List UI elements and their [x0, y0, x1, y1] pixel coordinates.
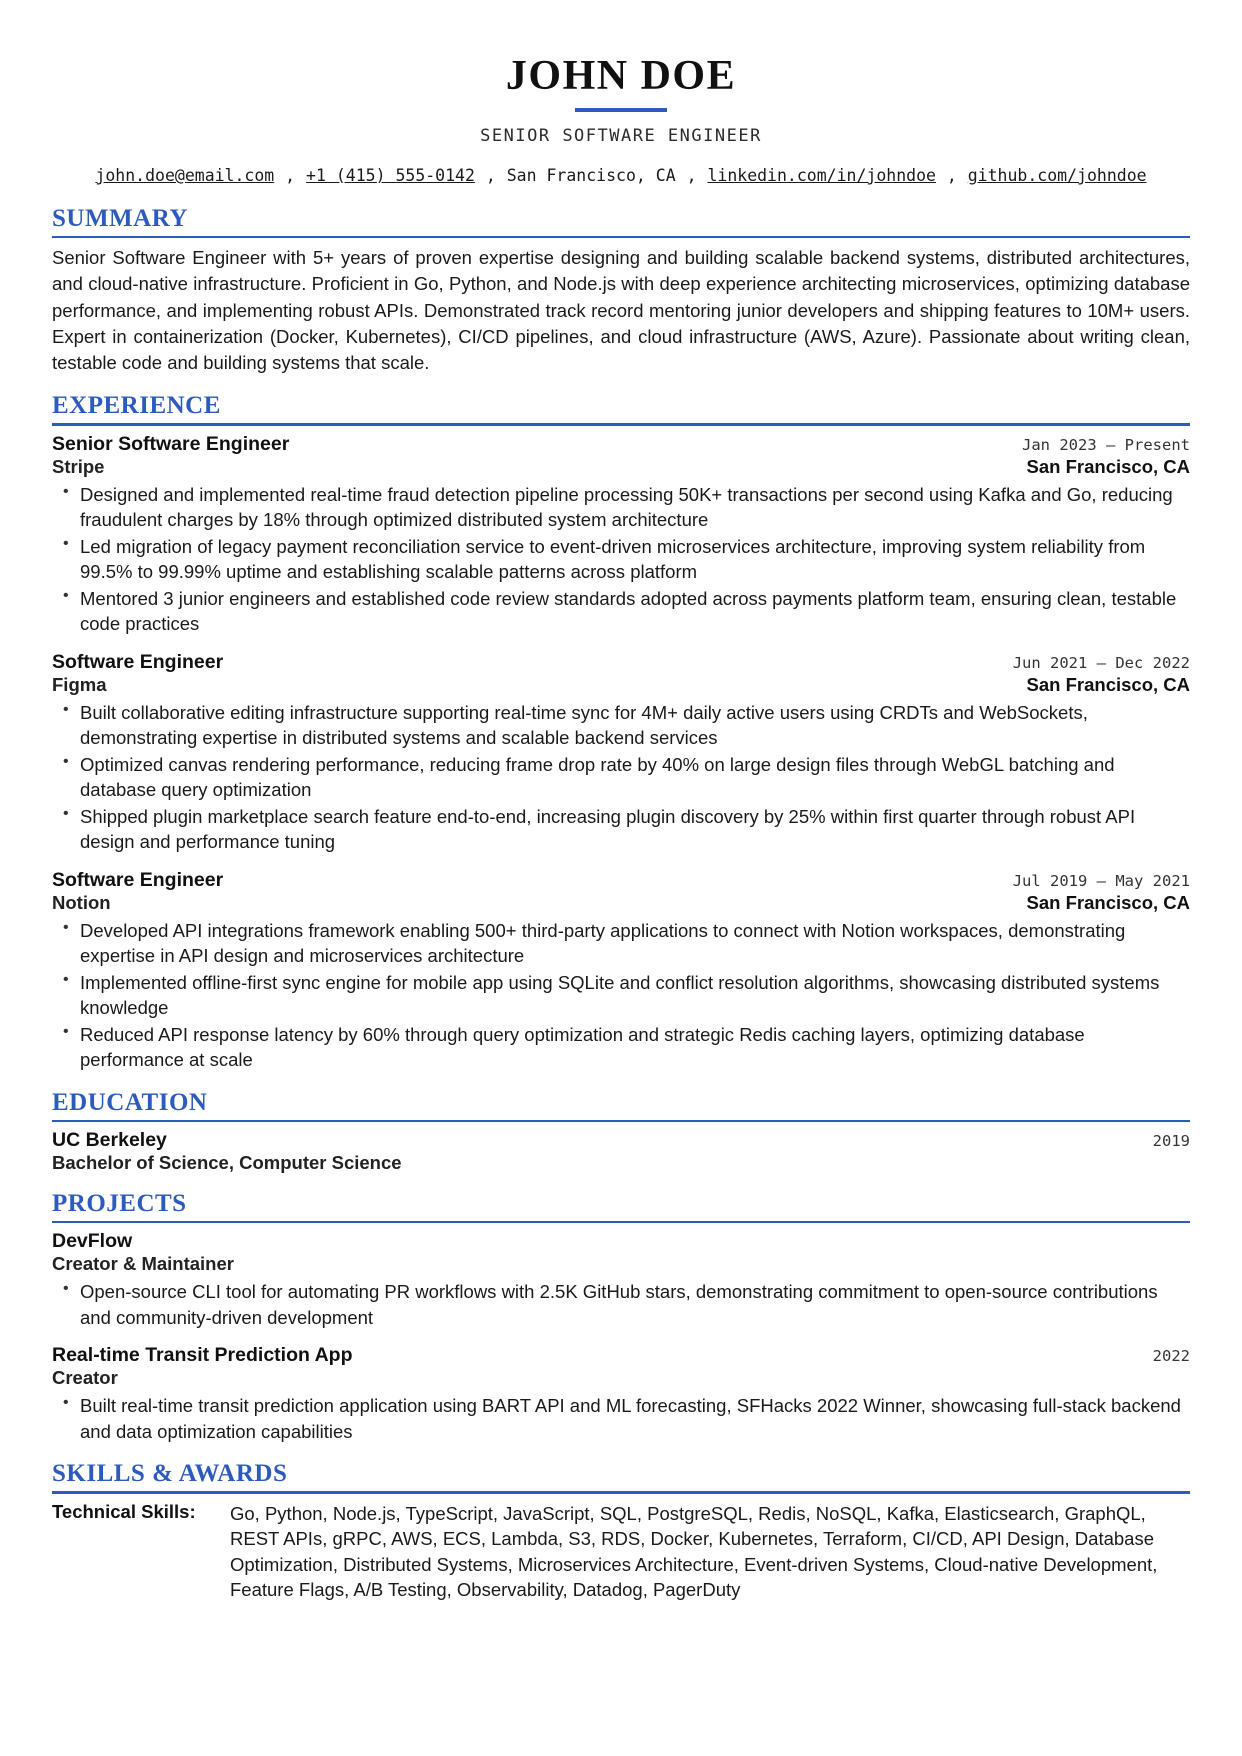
experience-bullets [52, 700, 1190, 855]
candidate-job-title: SENIOR SOFTWARE ENGINEER [480, 126, 762, 146]
bullet-item: • Mentored 3 junior engineers and established code review standards adopted across payments platform team, ensuring clean, testable code practices [52, 586, 1190, 637]
entry-company: Notion [52, 891, 111, 913]
resume-header [52, 52, 1190, 189]
bullet-item: • Built collaborative editing infrastructure supporting real-time sync for 4M+ daily active users using CRDTs and WebSockets, demonstrating expertise in distributed systems and scalable backend services [52, 700, 1190, 751]
entry-date: Jun 2021 – Dec 2022 [1012, 653, 1190, 672]
experience-bullets [52, 482, 1190, 637]
section-title-projects: PROJECTS [52, 1190, 187, 1218]
entry-company: Figma [52, 673, 107, 695]
contact-separator: , [936, 166, 967, 185]
skills-value: Go, Python, Node.js, TypeScript, JavaScript, SQL, PostgreSQL, Redis, NoSQL, Kafka, Elasticsearch, GraphQL, REST APIs, gRPC, AWS, ECS, Lambda, S3, RDS, Docker, Kubernetes, Terraform, CI/CD, API Design, Database Optimization, Distributed Systems, Microservices Architecture, Event-driven Systems, Cloud-native Development, Feature Flags, A/B Testing, Observability, Datadog, PagerDuty [230, 1502, 1158, 1601]
contact-separator: , [275, 166, 306, 185]
skills-list [52, 1501, 1190, 1603]
entry-row [52, 1344, 1190, 1367]
section-experience [52, 392, 1190, 1073]
project-date: 2022 [1152, 1347, 1190, 1366]
project-entry [52, 1230, 1190, 1330]
contact-item-4[interactable]: github.com/johndoe [967, 166, 1147, 185]
section-title-experience: EXPERIENCE [52, 392, 221, 420]
entry-job-title: Senior Software Engineer [52, 432, 290, 455]
contact-item-1[interactable]: +1 (415) 555-0142 [306, 166, 475, 185]
section-rule [52, 423, 1190, 426]
bullet-item: • Designed and implemented real-time fraud detection pipeline processing 50K+ transactions per second using Kafka and Go, reducing fraudulent charges by 18% through optimized distributed system architecture [52, 482, 1190, 533]
section-education [52, 1089, 1190, 1174]
entry-location: San Francisco, CA [1026, 891, 1190, 913]
projects-list [52, 1230, 1190, 1444]
experience-bullets [52, 918, 1190, 1073]
bullet-item: • Developed API integrations framework enabling 500+ third-party applications to connect with Notion workspaces, demonstrating expertise in API design and microservices architecture [52, 918, 1190, 969]
section-rule [52, 236, 1190, 239]
bullet-item: • Led migration of legacy payment reconciliation service to event-driven microservices architecture, improving system reliability from 99.5% to 99.99% uptime and establishing scalable patterns across platform [52, 534, 1190, 585]
section-title-education: EDUCATION [52, 1088, 208, 1116]
project-entry [52, 1344, 1190, 1444]
entry-job-title: Software Engineer [52, 650, 224, 673]
entry-row [52, 869, 1190, 892]
bullet-item: • Reduced API response latency by 60% through query optimization and strategic Redis caching layers, optimizing database performance at scale [52, 1022, 1190, 1073]
education-list [52, 1129, 1190, 1174]
entry-date: Jul 2019 – May 2021 [1012, 871, 1190, 890]
section-skills [52, 1460, 1190, 1602]
project-bullets [52, 1393, 1190, 1444]
education-school: UC Berkeley [52, 1129, 167, 1152]
experience-entry [52, 869, 1190, 1073]
skills-label: Technical Skills: [52, 1500, 196, 1522]
experience-list [52, 433, 1190, 1073]
entry-row [52, 674, 1190, 696]
contact-item-3[interactable]: linkedin.com/in/johndoe [707, 166, 936, 185]
contact-item-0[interactable]: john.doe@email.com [95, 166, 275, 185]
education-entry [52, 1129, 1190, 1174]
skills-row [52, 1501, 1190, 1603]
entry-row [52, 651, 1190, 674]
section-summary [52, 205, 1190, 377]
entry-date: Jan 2023 – Present [1022, 435, 1190, 454]
section-rule [52, 1221, 1190, 1224]
experience-entry [52, 651, 1190, 855]
bullet-item: • Built real-time transit prediction application using BART API and ML forecasting, SFHacks 2022 Winner, showcasing full-stack backend and data optimization capabilities [52, 1393, 1190, 1444]
project-bullets [52, 1279, 1190, 1330]
entry-company: Stripe [52, 455, 105, 477]
entry-job-title: Software Engineer [52, 868, 224, 891]
contact-line [52, 164, 1190, 189]
section-rule [52, 1491, 1190, 1494]
bullet-item: • Implemented offline-first sync engine for mobile app using SQLite and conflict resolution algorithms, showcasing distributed systems knowledge [52, 970, 1190, 1021]
entry-row [52, 1129, 1190, 1152]
contact-item-2: San Francisco, CA [506, 166, 676, 185]
summary-text: Senior Software Engineer with 5+ years of proven expertise designing and building scalable backend systems, distributed architectures, and cloud-native infrastructure. Proficient in Go, Python, and Node.js with deep experience architecting microservices, optimizing database performance, and implementing robust APIs. Demonstrated track record mentoring junior developers and shipping features to 10M+ users. Expert in containerization (Docker, Kubernetes), CI/CD pipelines, and cloud infrastructure (AWS, Azure). Passionate about writing clean, testable code and building systems that scale. [52, 247, 1190, 374]
entry-row [52, 1230, 1190, 1253]
experience-entry [52, 433, 1190, 637]
bullet-item: • Optimized canvas rendering performance, reducing frame drop rate by 40% on large design files through WebGL batching and database query optimization [52, 752, 1190, 803]
name-divider [575, 108, 667, 112]
contact-separator: , [475, 166, 506, 185]
candidate-name: JOHN DOE [505, 53, 737, 99]
project-role: Creator [52, 1367, 118, 1389]
section-projects [52, 1190, 1190, 1444]
entry-row [52, 892, 1190, 914]
contact-separator: , [676, 166, 707, 185]
section-title-skills: SKILLS & AWARDS [52, 1460, 288, 1488]
bullet-item: • Open-source CLI tool for automating PR workflows with 2.5K GitHub stars, demonstrating commitment to open-source contributions and community-driven development [52, 1279, 1190, 1330]
project-title: DevFlow [52, 1230, 133, 1253]
project-title: Real-time Transit Prediction App [52, 1344, 353, 1367]
project-role: Creator & Maintainer [52, 1253, 234, 1275]
entry-row [52, 456, 1190, 478]
entry-row [52, 433, 1190, 456]
entry-location: San Francisco, CA [1026, 673, 1190, 695]
section-title-summary: SUMMARY [52, 204, 188, 232]
section-rule [52, 1120, 1190, 1123]
entry-location: San Francisco, CA [1026, 455, 1190, 477]
education-year: 2019 [1152, 1132, 1190, 1151]
education-degree: Bachelor of Science, Computer Science [52, 1152, 402, 1174]
bullet-item: • Shipped plugin marketplace search feature end-to-end, increasing plugin discovery by 25% within first quarter through robust API design and performance tuning [52, 804, 1190, 855]
